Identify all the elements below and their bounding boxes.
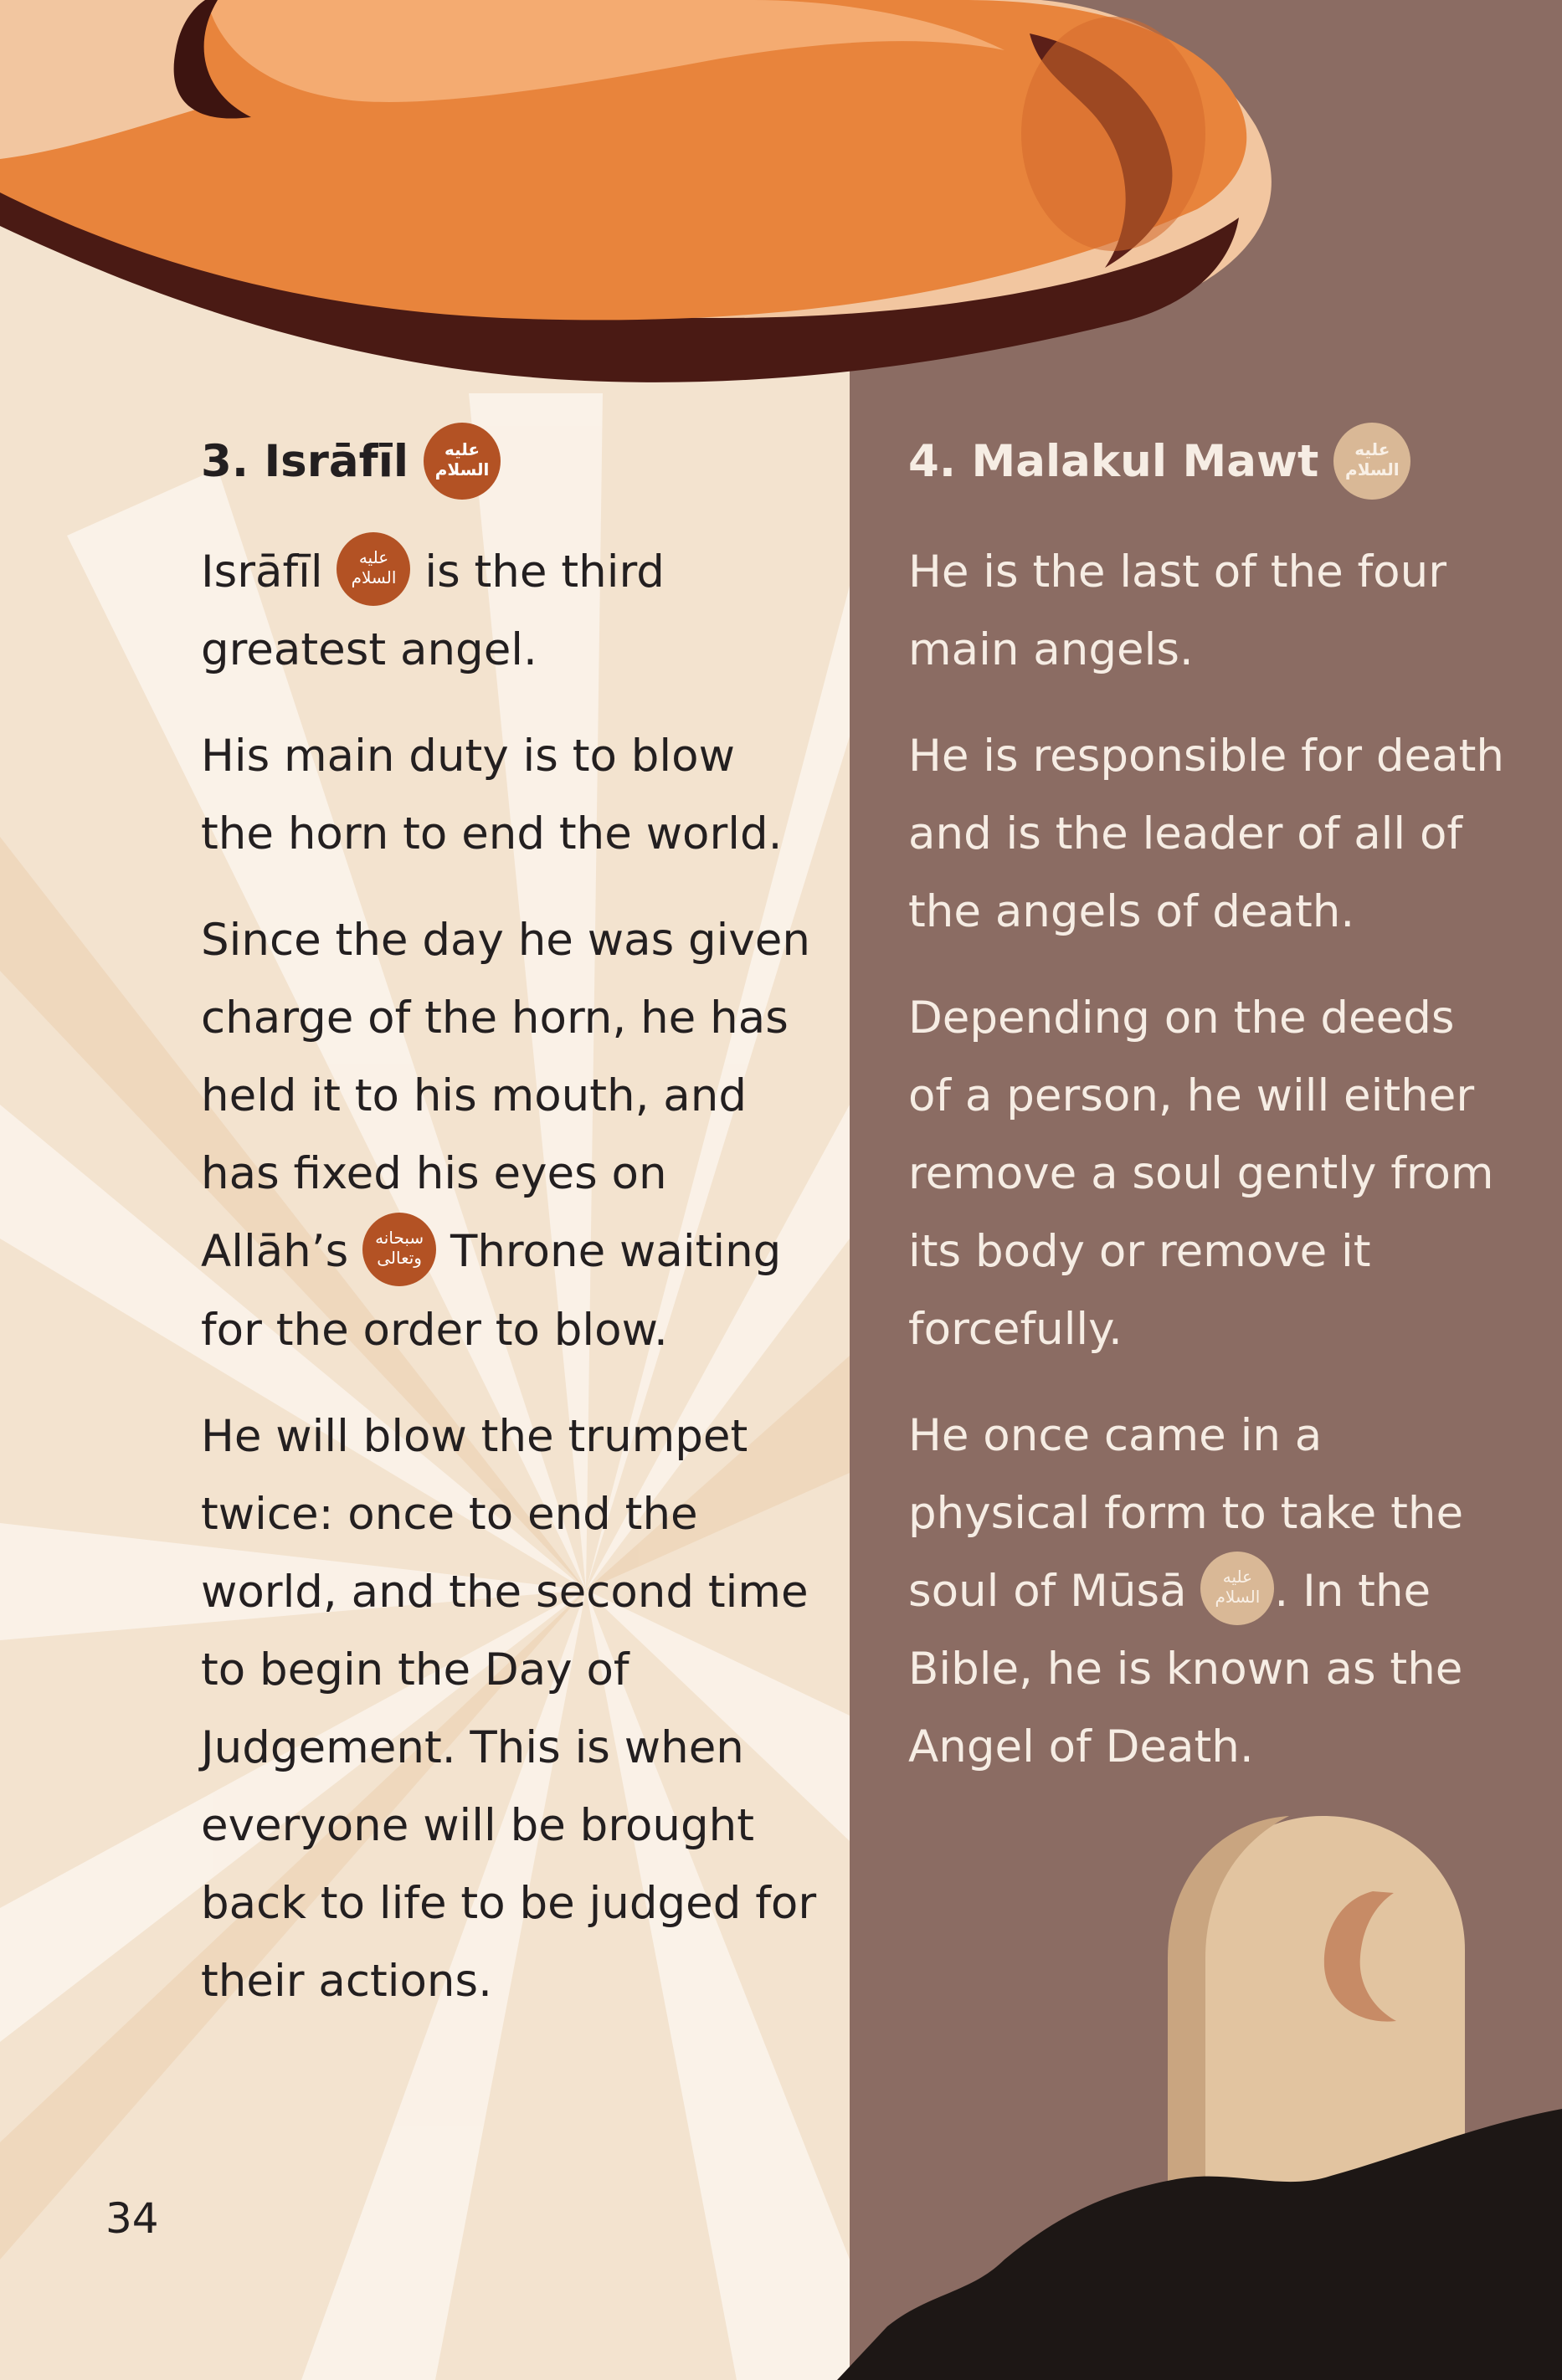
honorific-badge: عليه السلام <box>337 532 410 606</box>
right-column <box>908 423 1511 1814</box>
paragraph-4: He will blow the trumpet twice: once to end the world, and the second time to begin the Day of Judgement. This is when everyone will be brought back to life to be judged for their actions. <box>201 1410 817 2007</box>
paragraph-3: Depending on the deeds of a person, he will either remove a soul gently from its body or remove it forcefully. <box>908 993 1494 1355</box>
page-number: 34 <box>105 2194 159 2243</box>
paragraph-2: His main duty is to blow the horn to end the world. <box>201 731 783 860</box>
paragraph-4: He once came in a physical form to take the soul of Mūsā عليه السلام . In the Bible, he is known as the Angel of Death. <box>908 1410 1464 1773</box>
honorific-badge: سبحانه وتعالى <box>362 1213 436 1286</box>
honorific-badge: عليه السلام <box>1200 1552 1274 1625</box>
honorific-badge: عليه السلام <box>424 423 501 500</box>
title-text: 4. Malakul Mawt <box>908 435 1319 487</box>
section-title-malakul-mawt <box>908 423 1511 500</box>
paragraph-2: He is responsible for death and is the leader of all of the angels of death. <box>908 731 1504 937</box>
paragraph-3: Since the day he was given charge of the horn, he has held it to his mouth, and has fixed his eyes on Allāh’s سبحانه وتعالى Throne waiting for the order to blow. <box>201 915 810 1356</box>
honorific-badge: عليه السلام <box>1333 423 1410 500</box>
paragraph-1: He is the last of the four main angels. <box>908 546 1446 675</box>
left-column <box>201 423 820 2049</box>
title-text: 3. Isrāfīl <box>201 435 409 487</box>
paragraph-1: Isrāfīl عليه السلام is the third greatest angel. <box>201 533 820 689</box>
section-title-israfil <box>201 423 820 500</box>
